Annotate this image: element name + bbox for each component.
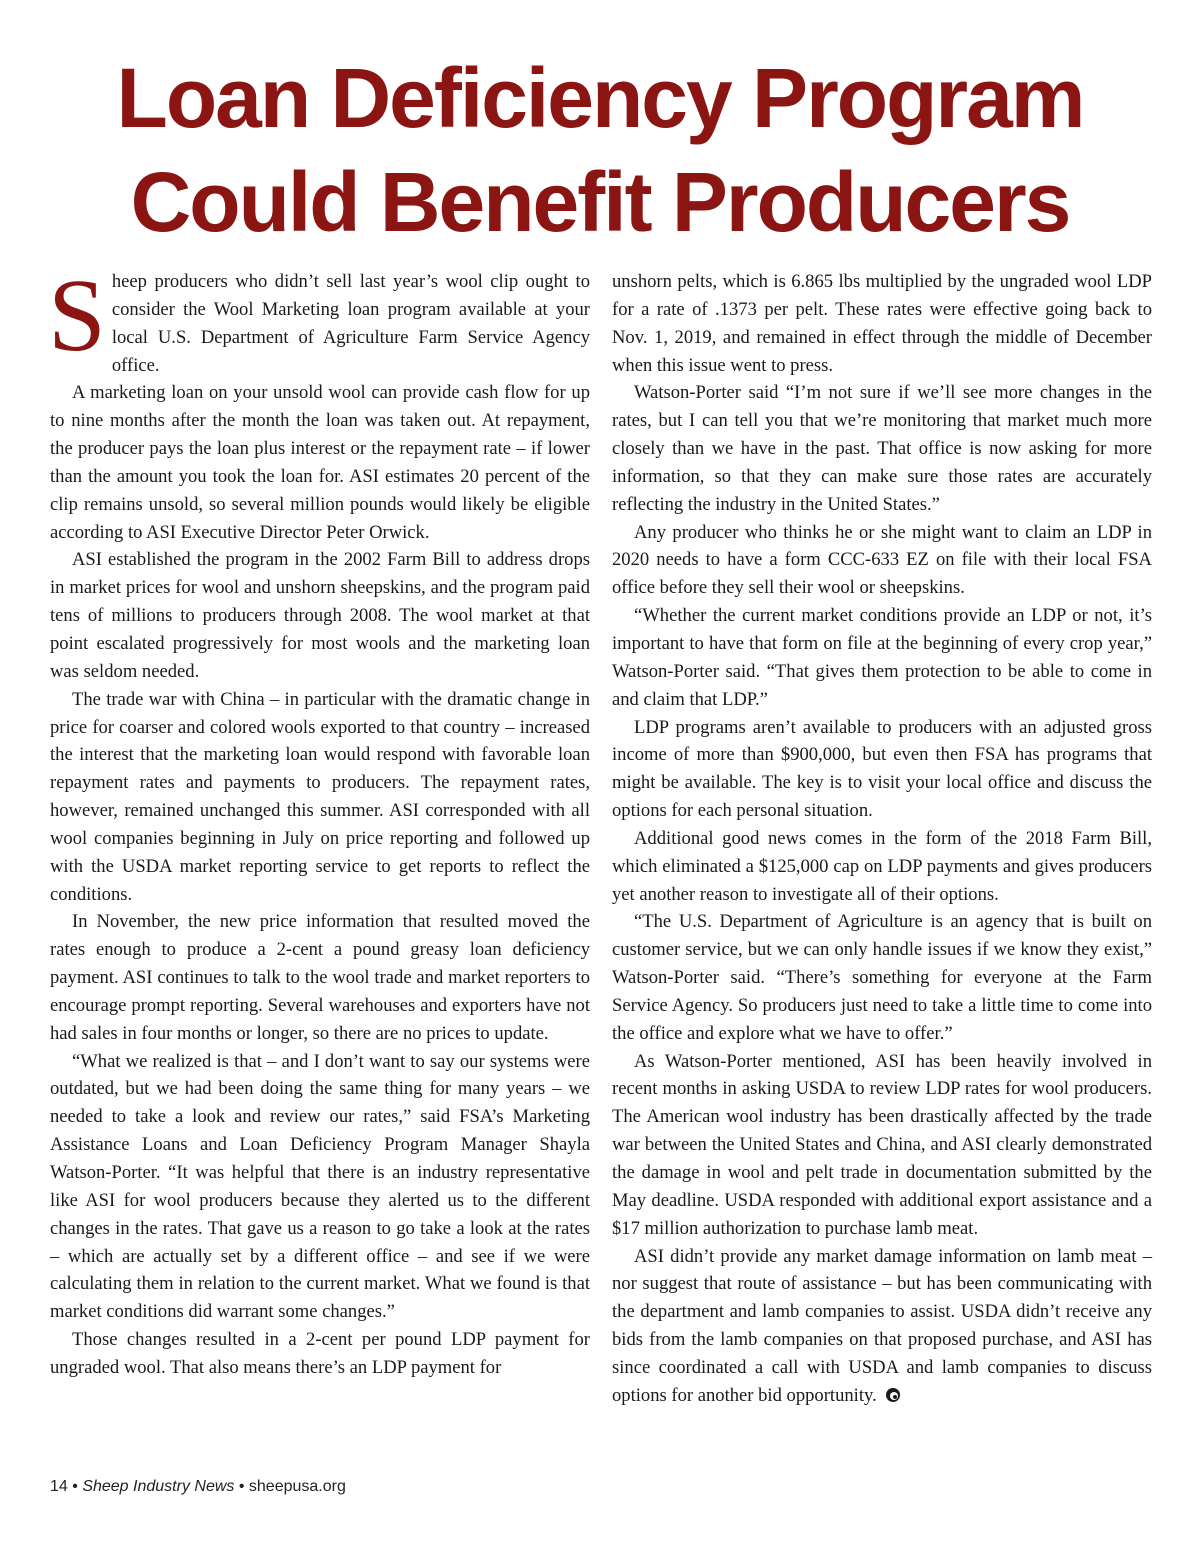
paragraph: Watson-Porter said “I’m not sure if we’ll see more changes in the rates, but I can tell you that we’re monitoring that market much more closely than we have in the past. That office is now asking for more information, so that they can make sure those rates are accurately reflecting the industry in the United States.” [612,382,1152,515]
right-column [612,268,1152,1410]
paragraph: In November, the new price information that resulted moved the rates enough to produce a 2-cent a pound greasy loan deficiency payment. ASI continues to talk to the wool trade and market reporters to encourage prompt reporting. Several warehouses and exporters have not had sales in four months or longer, so there are no prices to update. [50,911,590,1044]
drop-cap: S [48,258,106,373]
paragraph: unshorn pelts, which is 6.865 lbs multiplied by the ungraded wool LDP for a rate of .1373 per pelt. These rates were effective going back to Nov. 1, 2019, and remained in effect through the middle of December when this issue went to press. [612,271,1152,376]
paragraph: As Watson-Porter mentioned, ASI has been heavily involved in recent months in asking USDA to review LDP rates for wool producers. The American wool industry has been drastically affected by the trade war between the United States and China, and ASI clearly demonstrated the damage in wool and pelt trade in documentation submitted by the May deadline. USDA responded with additional export assistance and a $17 million authorization to purchase lamb meat. [612,1050,1152,1239]
paragraph-text: heep producers who didn’t sell last year’s wool clip ought to consider the Wool Marketing loan program available at your local U.S. Department of Agriculture Farm Service Agency office. [111,271,590,376]
paragraph-text: ASI didn’t provide any market damage information on lamb meat – nor suggest that route of assistance – but has been communicating with the department and lamb companies to assist. USDA didn’t receive any bids from the lamb companies on that proposed purchase, and ASI has since coordinated a call with USDA and lamb companies to discuss options for another bid opportunity. [612,1245,1152,1406]
footer-separator: • [72,1478,78,1495]
headline-line-1: Loan Deficiency Program [116,51,1084,145]
left-column [48,258,590,1382]
paragraph: LDP programs aren’t available to producers with an adjusted gross income of more than $900,000, but even then FSA has programs that might be available. The key is to visit your local office and discuss the options for each personal situation. [612,716,1152,822]
paragraph: Additional good news comes in the form of the 2018 Farm Bill, which eliminated a $125,000 cap on LDP payments and gives producers yet another reason to investigate all of their options. [612,827,1152,905]
paragraph: “The U.S. Department of Agriculture is an agency that is built on customer service, but we can only handle issues if we know they exist,” Watson-Porter said. “There’s something for everyone at the Farm Service Agency. So producers just need to take a little time to come into the office and explore what we have to offer.” [612,911,1152,1044]
paragraph: Those changes resulted in a 2-cent per pound LDP payment for ungraded wool. That also means there’s an LDP payment for [50,1329,590,1378]
paragraph [48,258,590,379]
end-of-article-icon [885,1387,901,1403]
page-number: 14 [50,1478,68,1495]
headline-line-2: Could Benefit Producers [130,155,1070,249]
page-footer [50,1478,346,1496]
paragraph: Any producer who thinks he or she might want to claim an LDP in 2020 needs to have a form CCC-633 EZ on file with their local FSA office before they sell their wool or sheepskins. [612,521,1152,599]
publication-name: Sheep Industry News [82,1478,235,1495]
paragraph [612,1243,1152,1410]
footer-separator: • [238,1478,245,1495]
paragraph: “What we realized is that – and I don’t want to say our systems were outdated, but we had been doing the same thing for many years – we needed to take a look and review our rates,” said FSA’s Marketing Assistance Loans and Loan Deficiency Program Manager Shayla Watson-Porter. “It was helpful that there is an industry representative like ASI for wool producers because they alerted us to the different changes in the rates. That gave us a reason to go take a look at the rates – which are actually set by a different office – and see if we were calculating them in relation to the current market. What we found is that market conditions did warrant some changes.” [50,1050,590,1323]
paragraph: A marketing loan on your unsold wool can provide cash flow for up to nine months after the month the loan was taken out. At repayment, the producer pays the loan plus interest or the repayment rate – if lower than the amount you took the loan for. ASI estimates 20 percent of the clip remains unsold, so several million pounds would likely be eligible according to ASI Executive Director Peter Orwick. [50,382,590,543]
paragraph: The trade war with China – in particular with the dramatic change in price for coarser and colored wools exported to that country – increased the interest that the marketing loan would respond with favorable loan repayment rates and payments to producers. The repayment rates, however, remained unchanged this summer. ASI corresponded with all wool companies beginning in July on price reporting and followed up with the USDA market reporting service to get reports to reflect the conditions. [50,688,590,905]
paragraph: ASI established the program in the 2002 Farm Bill to address drops in market prices for wool and unshorn sheepskins, and the program paid tens of millions to producers through 2008. The wool market at that point escalated progressively for most wools and the marketing loan was seldom needed. [50,549,590,682]
website-link[interactable]: sheepusa.org [248,1478,346,1495]
paragraph: “Whether the current market conditions provide an LDP or not, it’s important to have that form on file at the beginning of every crop year,” Watson-Porter said. “That gives them protection to be able to come in and claim that LDP.” [612,605,1152,710]
article-headline [0,46,1200,254]
